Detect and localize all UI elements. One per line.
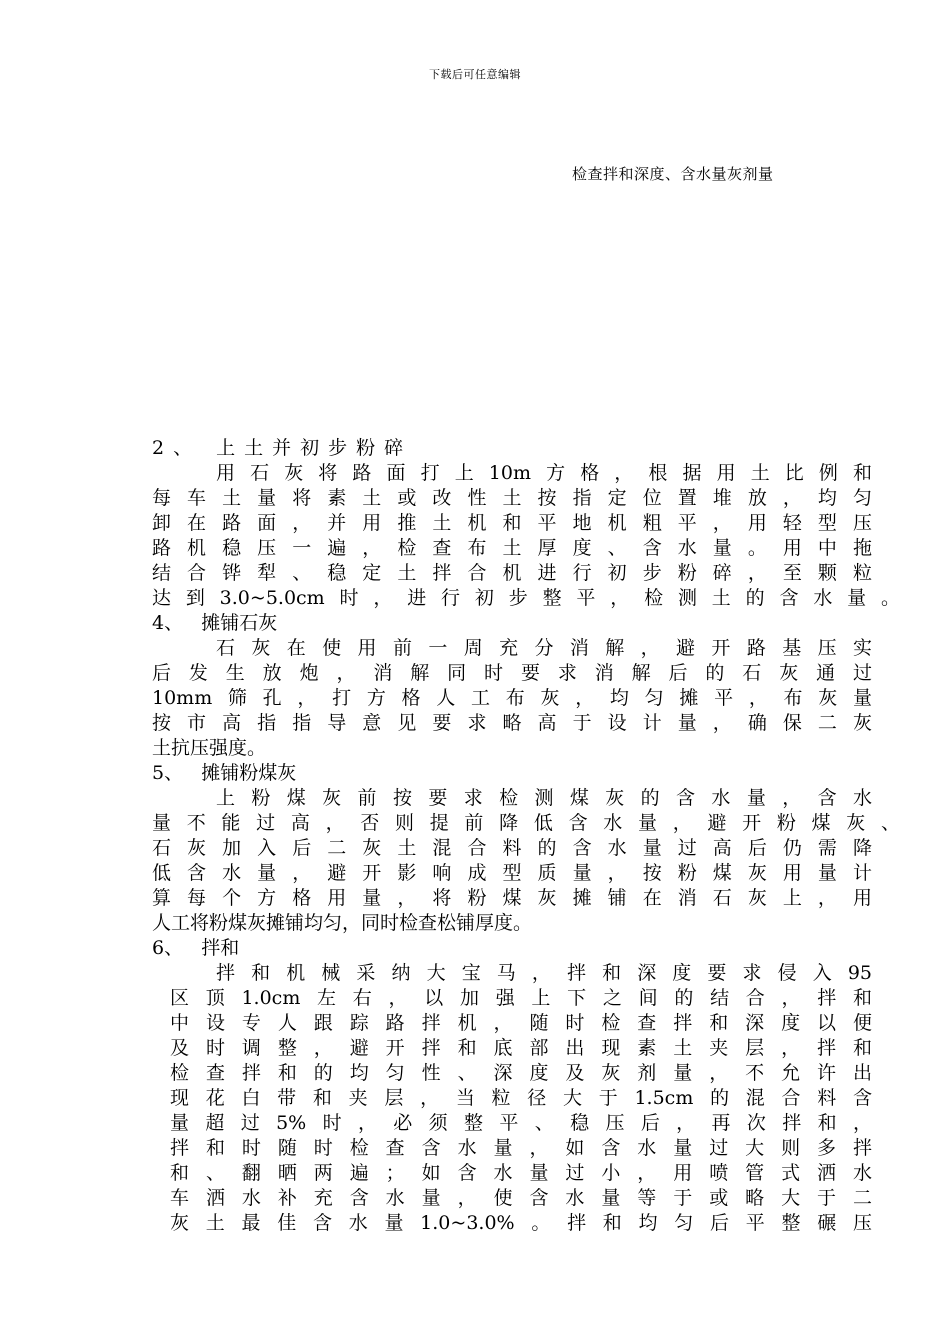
paragraph-line: 量不能过高，否则提前降低含水量，避开粉煤灰、 xyxy=(152,812,900,834)
paragraph-line: 石灰加入后二灰土混合料的含水量过高后仍需降 xyxy=(152,837,872,859)
paragraph-line: 达到3.0~5.0cm时，进行初步整平，检测土的含水量。 xyxy=(152,587,900,609)
paragraph-line: 车洒水补充含水量，使含水量等于或略大于二 xyxy=(170,1187,872,1209)
paragraph-line: 现花白带和夹层，当粒径大于1.5cm的混合料含 xyxy=(170,1087,872,1109)
paragraph-line: 区顶1.0cm左右，以加强上下之间的结合，拌和 xyxy=(170,987,872,1009)
paragraph-line: 拌和机械采纳大宝马，拌和深度要求侵入95 xyxy=(216,962,872,984)
paragraph-line: 上粉煤灰前按要求检测煤灰的含水量，含水 xyxy=(216,787,872,809)
section-heading-5: 5、 摊铺粉煤灰 xyxy=(152,762,297,784)
paragraph-line: 土抗压强度。 xyxy=(152,737,267,759)
paragraph-line: 及时调整，避开拌和底部出现素土夹层，拌和 xyxy=(170,1037,872,1059)
paragraph-line: 人工将粉煤灰摊铺均匀，同时检查松铺厚度。 xyxy=(152,912,533,934)
paragraph-line: 每车土量将素土或改性土按指定位置堆放，均匀 xyxy=(152,487,872,509)
paragraph-line: 石灰在使用前一周充分消解，避开路基压实 xyxy=(216,637,872,659)
document-body xyxy=(152,436,900,1236)
paragraph-line: 卸在路面，并用推土机和平地机粗平，用轻型压 xyxy=(152,512,872,534)
paragraph-line: 路机稳压一遍，检查布土厚度、含水量。用中拖 xyxy=(152,537,872,559)
paragraph-line: 算每个方格用量，将粉煤灰摊铺在消石灰上，用 xyxy=(152,887,872,909)
flowchart-step-label: 检查拌和深度、含水量灰剂量 xyxy=(572,165,774,183)
paragraph-line: 中设专人跟踪路拌机，随时检查拌和深度以便 xyxy=(170,1012,872,1034)
paragraph-line: 10mm筛孔，打方格人工布灰，均匀摊平，布灰量 xyxy=(152,687,872,709)
section-heading-4: 4、 摊铺石灰 xyxy=(152,612,278,634)
page-header-note: 下载后可任意编辑 xyxy=(429,68,521,81)
paragraph-line: 和、翻晒两遍；如含水量过小，用喷管式洒水 xyxy=(170,1162,872,1184)
paragraph-line: 拌和时随时检查含水量，如含水量过大则多拌 xyxy=(170,1137,872,1159)
paragraph-line: 按市高指指导意见要求略高于设计量，确保二灰 xyxy=(152,712,872,734)
paragraph-line: 量超过5%时，必须整平、稳压后，再次拌和， xyxy=(170,1112,872,1134)
paragraph-line: 用石灰将路面打上10m方格，根据用土比例和 xyxy=(216,462,872,484)
paragraph-line: 检查拌和的均匀性、深度及灰剂量，不允许出 xyxy=(170,1062,872,1084)
paragraph-line: 低含水量，避开影响成型质量，按粉煤灰用量计 xyxy=(152,862,872,884)
paragraph-line: 结合铧犁、稳定土拌合机进行初步粉碎，至颗粒 xyxy=(152,562,872,584)
section-heading-6: 6、 拌和 xyxy=(152,937,240,959)
section-heading-2: 2、 上土并初步粉碎 xyxy=(152,437,413,459)
paragraph-line: 灰土最佳含水量1.0~3.0%。拌和均匀后平整碾压 xyxy=(170,1212,872,1234)
paragraph-line: 后发生放炮，消解同时要求消解后的石灰通过 xyxy=(152,662,872,684)
